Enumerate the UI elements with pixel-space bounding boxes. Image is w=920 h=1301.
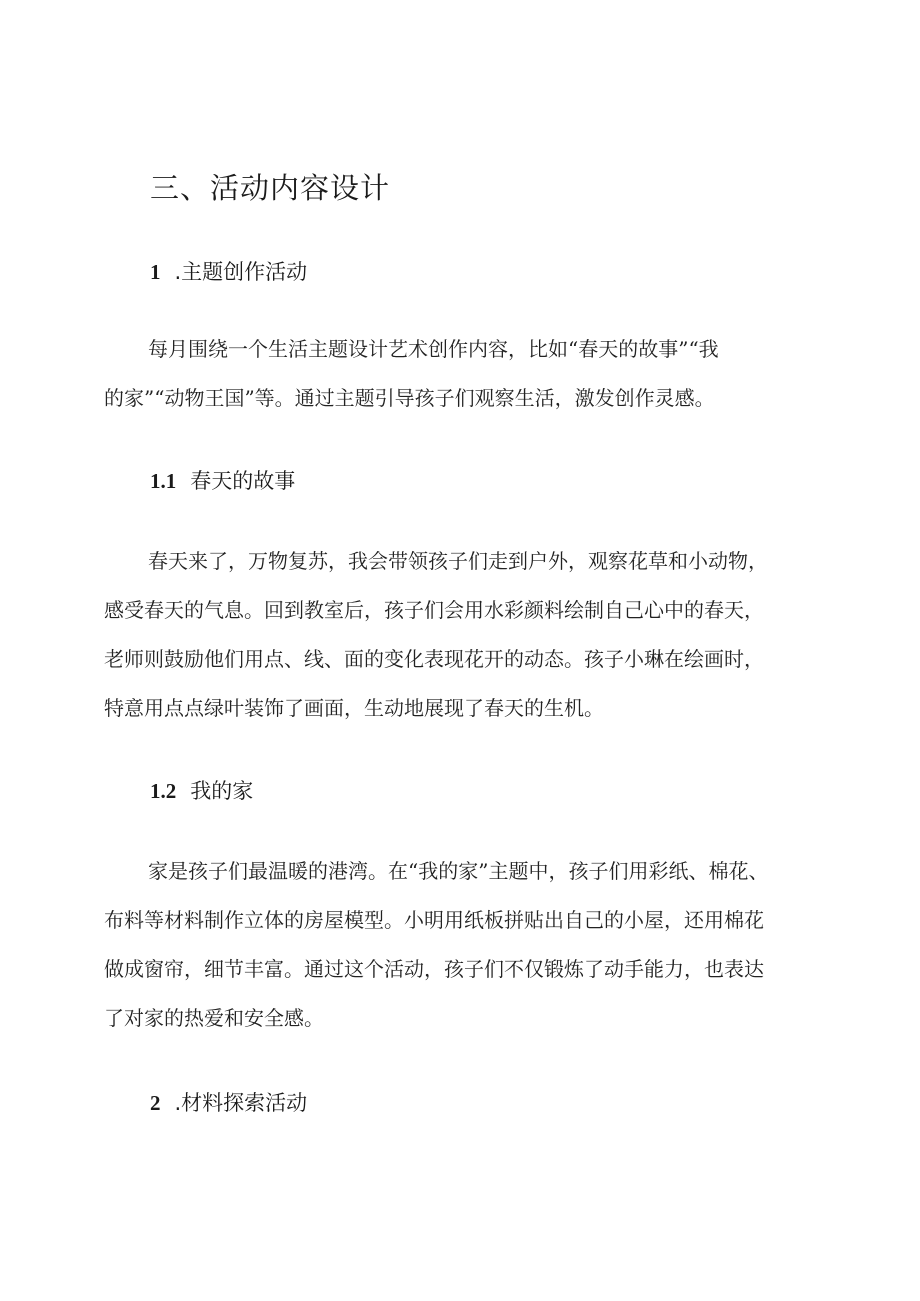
section-title: 三、活动内容设计	[150, 171, 391, 205]
paragraph-1-1	[104, 537, 816, 733]
heading-1-1-title: 春天的故事	[190, 469, 296, 493]
heading-1-2-number: 1.2	[150, 779, 177, 803]
paragraph-1-2-line: 做成窗帘，细节丰富。通过这个活动，孩子们不仅锻炼了动手能力，也表达	[104, 957, 764, 981]
heading-2	[150, 1088, 307, 1118]
paragraph-1-line: 每月围绕一个生活主题设计艺术创作内容，比如“春天的故事”“我	[148, 337, 719, 361]
paragraph-1-1-line: 老师则鼓励他们用点、线、面的变化表现花开的动态。孩子小琳在绘画时，	[104, 647, 764, 671]
heading-1-title: .主题创作活动	[174, 260, 308, 284]
paragraph-1-1-line: 感受春天的气息。回到教室后，孩子们会用水彩颜料绘制自己心中的春天，	[104, 598, 764, 622]
paragraph-1-2-line: 布料等材料制作立体的房屋模型。小明用纸板拼贴出自己的小屋，还用棉花	[104, 908, 764, 932]
heading-1-2	[150, 776, 253, 806]
heading-1	[150, 257, 307, 287]
heading-2-number: 2	[150, 1091, 161, 1115]
heading-2-title: .材料探索活动	[174, 1091, 308, 1115]
paragraph-1-line: 的家”“动物王国”等。通过主题引导孩子们观察生活，激发创作灵感。	[104, 386, 715, 410]
paragraph-1-2-line: 了对家的热爱和安全感。	[104, 1006, 324, 1030]
paragraph-1-1-line: 特意用点点绿叶装饰了画面，生动地展现了春天的生机。	[104, 696, 604, 720]
paragraph-1-2-line: 家是孩子们最温暖的港湾。在“我的家”主题中，孩子们用彩纸、棉花、	[148, 859, 769, 883]
heading-1-number: 1	[150, 260, 161, 284]
paragraph-1	[104, 325, 816, 423]
heading-1-2-title: 我的家	[190, 779, 254, 803]
heading-1-1-number: 1.1	[150, 469, 177, 493]
paragraph-1-2	[104, 847, 816, 1043]
paragraph-1-1-line: 春天来了，万物复苏，我会带领孩子们走到户外，观察花草和小动物，	[148, 549, 768, 573]
heading-1-1	[150, 466, 295, 496]
